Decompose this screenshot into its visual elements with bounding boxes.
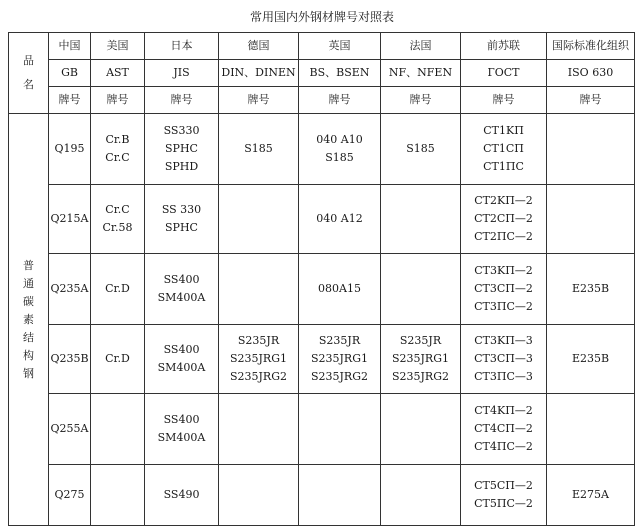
iso-grade-cell (547, 114, 635, 185)
grade-value: CT3KΠ—3 (474, 334, 533, 347)
category-label (9, 114, 49, 526)
grade-value: 080A15 (318, 282, 361, 295)
grade-label: 牌号 (381, 87, 461, 114)
standard-gb: GB (49, 60, 91, 87)
gost-grade-cell (461, 185, 547, 254)
bs-grade-cell (299, 254, 381, 325)
table-row (9, 465, 635, 526)
category-char: 普 (23, 258, 34, 272)
grade-label: 牌号 (547, 87, 635, 114)
grade-value: 040 A12 (316, 212, 363, 225)
grade-value: S185 (406, 142, 435, 155)
jis-grade-cell (145, 325, 219, 394)
bs-grade-cell (299, 325, 381, 394)
standard-din: DIN、DINEN (219, 60, 299, 87)
din-grade-cell (219, 394, 299, 465)
grade-value: S235JR (399, 334, 442, 347)
iso-grade-cell (547, 254, 635, 325)
bs-grade-cell (299, 465, 381, 526)
gb-grade-cell: Q215A (49, 185, 91, 254)
nf-grade-cell (381, 394, 461, 465)
nf-grade-cell (381, 465, 461, 526)
grade-value: S185 (325, 151, 354, 164)
standard-gost: ГOCT (461, 60, 547, 87)
row-header-char: 名 (23, 78, 34, 91)
category-char: 碳 (23, 294, 34, 308)
grade-value: Cr.D (105, 352, 130, 365)
grade-value: CT2CΠ—2 (474, 212, 533, 225)
grade-value: Cr.B (105, 133, 130, 146)
grade-value: CT4KΠ—2 (474, 404, 533, 417)
grade-value: SS490 (163, 488, 200, 501)
bs-grade-cell (299, 185, 381, 254)
grade-value: S185 (244, 142, 273, 155)
grade-label: 牌号 (461, 87, 547, 114)
gb-grade-cell: Q275 (49, 465, 91, 526)
country-germany: 德国 (219, 33, 299, 60)
din-grade-cell (219, 325, 299, 394)
ast-grade-cell (91, 114, 145, 185)
grade-value: CT3ΠC—3 (474, 370, 533, 383)
din-grade-cell (219, 465, 299, 526)
table-row (9, 325, 635, 394)
grade-value: S235JRG1 (310, 352, 368, 365)
category-char: 构 (23, 348, 34, 362)
gb-grade-cell: Q195 (49, 114, 91, 185)
grade-value: SPHC (165, 142, 198, 155)
iso-grade-cell (547, 185, 635, 254)
grade-value: CT4ΠC—2 (474, 440, 533, 453)
grade-value: SS400 (163, 343, 200, 356)
grade-value: S235JR (318, 334, 361, 347)
row-header-label (9, 33, 49, 114)
grade-value: S235JR (237, 334, 280, 347)
category-char: 钢 (23, 366, 34, 380)
category-char: 素 (23, 312, 34, 326)
grade-value: Cr.58 (102, 221, 133, 234)
grade-value: SM400A (157, 361, 206, 374)
grade-value: Cr.D (105, 282, 130, 295)
ast-grade-cell (91, 325, 145, 394)
page-title: 常用国内外钢材牌号对照表 (249, 10, 394, 24)
gost-grade-cell (461, 254, 547, 325)
standard-bs: BS、BSEN (299, 60, 381, 87)
country-japan: 日本 (145, 33, 219, 60)
jis-grade-cell (145, 185, 219, 254)
gb-grade-cell: Q255A (49, 394, 91, 465)
category-char: 结 (23, 330, 34, 344)
nf-grade-cell (381, 114, 461, 185)
grade-value: SS400 (163, 413, 200, 426)
jis-grade-cell (145, 114, 219, 185)
grade-value: E275A (572, 488, 609, 501)
table-row (9, 254, 635, 325)
grade-value: Cr.C (105, 203, 130, 216)
grade-label: 牌号 (219, 87, 299, 114)
grade-value: CT2KΠ—2 (474, 194, 533, 207)
bs-grade-cell (299, 394, 381, 465)
country-row (9, 33, 635, 60)
jis-grade-cell (145, 465, 219, 526)
grade-value: S235JRG1 (229, 352, 287, 365)
grade-value: SM400A (157, 431, 206, 444)
table-row (9, 114, 635, 185)
gost-grade-cell (461, 114, 547, 185)
grade-value: CT1KΠ (483, 124, 524, 137)
grade-value: CT1CΠ (483, 142, 524, 155)
jis-grade-cell (145, 394, 219, 465)
iso-grade-cell (547, 394, 635, 465)
grade-value: CT1ΠC (483, 160, 524, 173)
grade-value: S235JRG2 (391, 370, 449, 383)
grade-value: 040 A10 (316, 133, 363, 146)
ast-grade-cell (91, 394, 145, 465)
grade-value: SS 330 (161, 203, 202, 216)
grade-value: S235JRG2 (310, 370, 368, 383)
grade-label: 牌号 (145, 87, 219, 114)
nf-grade-cell (381, 254, 461, 325)
grade-value: SPHC (165, 221, 198, 234)
nf-grade-cell (381, 185, 461, 254)
steel-grade-table (8, 32, 635, 526)
gb-grade-cell: Q235A (49, 254, 91, 325)
grade-value: S235JRG1 (391, 352, 449, 365)
category-char: 通 (23, 276, 34, 290)
standard-iso: ISO 630 (547, 60, 635, 87)
grade-value: E235B (571, 352, 610, 365)
grade-value: Cr.C (105, 151, 130, 164)
standard-ast: AST (91, 60, 145, 87)
din-grade-cell (219, 254, 299, 325)
grade-value: CT3CΠ—3 (474, 352, 533, 365)
grade-value: CT3ΠC—2 (474, 300, 533, 313)
grade-value: CT4CΠ—2 (474, 422, 533, 435)
table-row (9, 185, 635, 254)
grade-label: 牌号 (91, 87, 145, 114)
grade-value: SS400 (163, 273, 200, 286)
din-grade-cell (219, 114, 299, 185)
row-header-char: 品 (23, 54, 34, 67)
country-ussr: 前苏联 (461, 33, 547, 60)
grade-value: SPHD (164, 160, 199, 173)
country-iso: 国际标准化组织 (547, 33, 635, 60)
standard-row (9, 60, 635, 87)
ast-grade-cell (91, 185, 145, 254)
grade-label-row (9, 87, 635, 114)
standard-jis: JIS (145, 60, 219, 87)
iso-grade-cell (547, 465, 635, 526)
jis-grade-cell (145, 254, 219, 325)
grade-value: CT3CΠ—2 (474, 282, 533, 295)
country-uk: 英国 (299, 33, 381, 60)
grade-label: 牌号 (49, 87, 91, 114)
ast-grade-cell (91, 465, 145, 526)
country-china: 中国 (49, 33, 91, 60)
gb-grade-cell: Q235B (49, 325, 91, 394)
country-france: 法国 (381, 33, 461, 60)
gost-grade-cell (461, 394, 547, 465)
grade-value: SM400A (157, 291, 206, 304)
din-grade-cell (219, 185, 299, 254)
grade-value: SS330 (163, 124, 200, 137)
grade-value: CT5ΠC—2 (474, 497, 533, 510)
grade-value: CT5CΠ—2 (474, 479, 533, 492)
grade-value: E235B (571, 282, 610, 295)
gost-grade-cell (461, 325, 547, 394)
nf-grade-cell (381, 325, 461, 394)
grade-value: CT2ΠC—2 (474, 230, 533, 243)
table-row (9, 394, 635, 465)
gost-grade-cell (461, 465, 547, 526)
grade-value: CT3KΠ—2 (474, 264, 533, 277)
country-usa: 美国 (91, 33, 145, 60)
bs-grade-cell (299, 114, 381, 185)
ast-grade-cell (91, 254, 145, 325)
grade-label: 牌号 (299, 87, 381, 114)
iso-grade-cell (547, 325, 635, 394)
grade-value: S235JRG2 (229, 370, 287, 383)
standard-nf: NF、NFEN (381, 60, 461, 87)
